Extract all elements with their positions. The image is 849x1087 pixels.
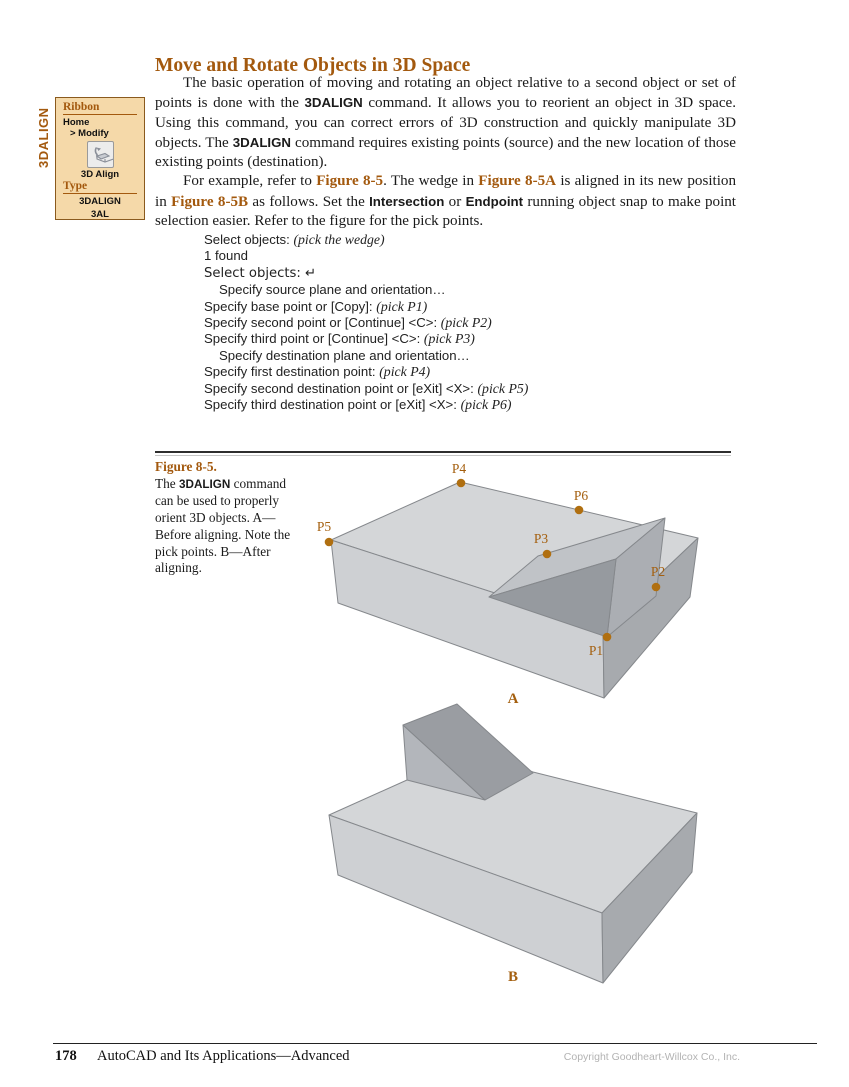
command-prompt: Specify third point or [Continue] <C>: — [204, 331, 424, 347]
type-heading: Type — [63, 180, 88, 192]
vertical-command-label: 3DALIGN — [36, 107, 51, 168]
command-note: (pick P3) — [423, 331, 475, 347]
command-prompt: Specify destination plane and orientation… — [219, 347, 470, 363]
pick-point-dot-p3 — [543, 550, 552, 559]
page-title: Move and Rotate Objects in 3D Space — [155, 55, 471, 77]
3d-align-icon — [87, 141, 114, 168]
text-segment: command requires existing points (source) and the new location of those existing points (destination). — [155, 134, 736, 171]
command-prompt: Specify first destination point: — [204, 364, 380, 380]
figure-caption-text — [155, 476, 290, 576]
text-segment: Endpoint — [465, 193, 524, 209]
ribbon-tab-home: Home — [63, 117, 90, 128]
text-segment: command. It allows you to reorient an object in 3D space. Using this command, you can correct errors of 3D construction and quickly manipulate 3D objects. The — [155, 95, 736, 151]
command-line — [204, 331, 684, 347]
command-line — [204, 381, 684, 397]
paragraph-1 — [155, 74, 736, 172]
pick-point-label-p6: P6 — [573, 488, 589, 503]
type-command-1: 3DALIGN — [79, 196, 121, 207]
pick-point-dot-p5 — [325, 538, 334, 547]
text-segment: For example, refer to — [183, 173, 317, 190]
ribbon-panel-modify: > Modify — [70, 128, 109, 139]
text-segment: 3DALIGN — [232, 134, 292, 150]
ribbon-heading: Ribbon — [63, 101, 100, 113]
text-segment: The basic operation of moving and rotating an object relative to a second object or set of points is done with the — [155, 75, 736, 112]
command-line — [204, 299, 684, 315]
command-line — [204, 315, 684, 331]
pick-point-label-p3: P3 — [533, 531, 549, 546]
ribbon-reference-box — [55, 97, 145, 220]
divider — [63, 114, 137, 115]
figure-sublabel-a: A — [507, 691, 519, 707]
text-segment: running object snap to make point selection easier. Refer to the figure for the pick points. — [155, 193, 736, 230]
command-prompt: Select objects: — [204, 232, 294, 247]
pick-point-label-p4: P4 — [451, 461, 467, 476]
text-segment: Intersection — [369, 193, 445, 209]
figure-sublabel-b: B — [507, 969, 519, 985]
command-line — [204, 265, 684, 282]
command-note: (pick P5) — [477, 380, 529, 396]
pick-point-dot-p1 — [603, 633, 612, 642]
command-line — [204, 232, 684, 248]
text-segment: or — [444, 193, 466, 210]
command-prompt-listing — [204, 232, 684, 413]
text-segment: is aligned in its new position in — [155, 173, 736, 210]
command-line — [204, 364, 684, 380]
command-prompt: Specify second destination point or [eXit] <X>: — [204, 380, 478, 396]
figure-8-5-illustration — [300, 455, 760, 1015]
text-segment: . The wedge in — [383, 173, 479, 190]
footer-page-number: 178 — [55, 1048, 77, 1064]
text-segment: Figure 8-5A — [478, 173, 557, 190]
command-note: (pick the wedge) — [293, 232, 385, 247]
text-segment: 3DALIGN — [304, 95, 363, 111]
footer-rule — [53, 1043, 817, 1044]
command-note: (pick P6) — [460, 397, 512, 413]
command-line — [204, 282, 684, 298]
footer-book-title: AutoCAD and Its Applications—Advanced — [97, 1048, 350, 1064]
command-note: (pick P2) — [440, 315, 492, 331]
text-segment: Figure 8-5B — [171, 193, 249, 210]
command-prompt: Specify base point or [Copy]: — [204, 298, 377, 314]
pick-point-dot-p2 — [652, 583, 661, 592]
command-prompt: Specify source plane and orientation… — [219, 282, 446, 298]
pick-point-dot-p4 — [457, 479, 466, 488]
text-segment: as follows. Set the — [248, 193, 370, 210]
footer-copyright: Copyright Goodheart-Willcox Co., Inc. — [563, 1051, 740, 1063]
body-text — [155, 74, 736, 231]
paragraph-2 — [155, 172, 736, 231]
text-segment: 3DALIGN — [179, 477, 231, 491]
command-prompt: Specify second point or [Continue] <C>: — [204, 315, 441, 331]
command-line — [204, 248, 684, 264]
text-segment: Figure 8-5 — [316, 173, 384, 190]
command-line — [204, 397, 684, 413]
pick-point-label-p2: P2 — [650, 564, 666, 579]
figure-caption — [155, 459, 303, 577]
divider — [63, 193, 137, 194]
command-note: (pick P4) — [379, 364, 431, 380]
command-prompt: Specify third destination point or [eXit] <X>: — [204, 397, 461, 413]
figure-label: Figure 8-5. — [155, 459, 217, 474]
pick-point-label-p1: P1 — [588, 643, 604, 658]
command-prompt: 1 found — [204, 248, 248, 264]
type-command-2: 3AL — [91, 208, 109, 220]
command-prompt: Select objects: ↵ — [204, 265, 317, 281]
command-note: (pick P1) — [376, 298, 428, 314]
ribbon-icon-label: 3D Align — [80, 169, 120, 180]
ribbon-icon-wrap — [63, 141, 137, 168]
text-segment: The — [155, 475, 179, 491]
pick-point-dot-p6 — [575, 506, 584, 515]
command-line — [204, 348, 684, 364]
text-segment: command can be used to properly orient 3D objects. A—Before aligning. Note the pick points. B—After aligning. — [155, 475, 291, 576]
pick-point-label-p5: P5 — [316, 519, 332, 534]
